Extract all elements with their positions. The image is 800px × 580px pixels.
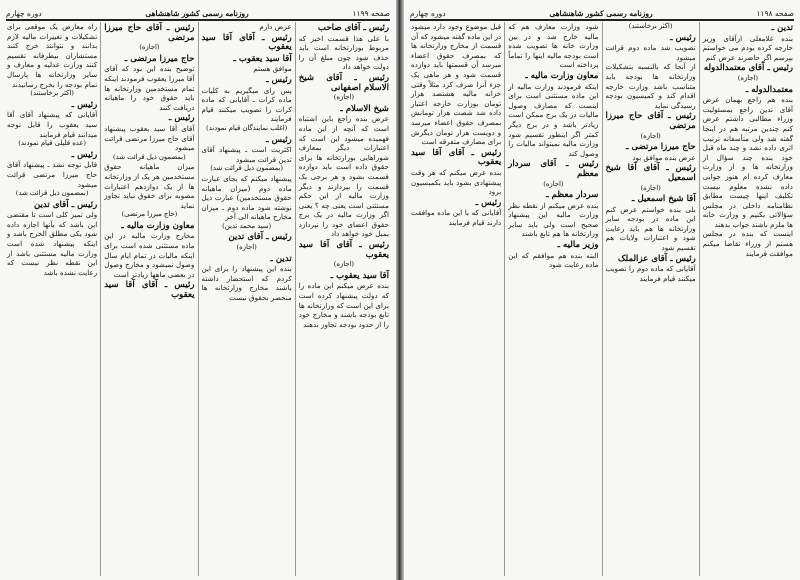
page-number: صفحه ۱۱۹۹ <box>352 9 390 18</box>
text-column <box>295 22 392 576</box>
speaker-heading: رئیس ـ <box>670 32 696 43</box>
speaker-heading: سردار معظم ـ <box>546 190 599 201</box>
speaker-heading: رئیس ـ آقای حاج میرزا مرتضی <box>104 23 195 43</box>
speaker-heading: رئیس ـ آقای معتمدالدوله <box>703 63 793 74</box>
parenthetical-note: (اجازه) <box>640 131 661 140</box>
parenthetical-note: (عده قلیلی قیام نمودند) <box>18 139 87 148</box>
period-label: دوره چهارم <box>6 9 42 18</box>
speaker-heading: رئیس ـ آقای عزالملک <box>617 253 696 264</box>
paragraph: مخارج وزارت مالیه در این ماده مستثنی شده است برای اینکه مالیات در تمام ایام سال وصول نمیشود و مخارج وصول در بعضی ماهها زیادتر است <box>104 231 195 279</box>
paragraph: عرض بنده موافق بود <box>632 152 696 162</box>
speaker-heading: آقا سید یعقوب ـ <box>233 53 292 64</box>
paragraph: قبل موضوع وجود دارد میشود در این ماده گفته میشود که آن قسمت از مخارج وزارتخانه ها که بمصرف حقوق اعضاء میرسد آن قسمتها باید دوازده قسمت شود و هر ماهی یک جزء آنرا صرف کرد مثلاً وقتی خزانه مالیه هشتصد هزار تومان بوزارت خارجه اعتبار داده شد شصت هزار تومانش بمصرف حقوق اعضاء میرسد و دویست هزار تومان دیگرش برای مصارف متفرقه است <box>411 22 502 147</box>
speaker-heading: رئیس ـ آقای آقا سید یعقوب <box>298 240 389 260</box>
paragraph: از آنجا که بالنسبه بتشکیلات وزارتخانه ها بودجه باید متناسب باشد وزارت خارجه اقدام کند و کمیسیون بودجه رسیدگی نماید <box>605 62 696 110</box>
text-column <box>4 22 100 576</box>
speaker-heading: رئیس ـ آقای آقا سید یعقوب <box>411 147 502 168</box>
text-column <box>100 22 197 576</box>
paragraph: آقایانی که ماده دوم را تصویب میکنند قیام فرمایند <box>605 264 696 283</box>
speaker-heading: تدین ـ <box>771 23 793 33</box>
parenthetical-note: (حاج میرزا مرتضی) <box>121 210 178 219</box>
speaker-heading: آقا سید یعقوب ـ <box>330 270 389 281</box>
right-page <box>404 0 800 580</box>
paragraph: بنده عرض میکنم از نقطه نظر وزارت مالیه این پیشنهاد صحیح است ولی باید سایر وزارتخانه ها هم تابع باشند <box>508 200 599 239</box>
text-column <box>602 22 699 576</box>
speaker-heading: حاج میرزا مرتضی ـ <box>625 142 696 153</box>
left-page-header <box>6 4 390 21</box>
text-column <box>699 22 796 576</box>
speaker-heading: رئیس ـ آقای آقا سید یعقوب <box>201 32 292 53</box>
newspaper-title: روزنامه رسمی کشور شاهنشاهی <box>549 9 653 18</box>
parenthetical-note: (اکثر برخاستند) <box>628 22 673 30</box>
parenthetical-note: (اغلب نمایندگان قیام نمودند) <box>205 123 288 132</box>
paragraph: تصویب شد ماده دوم قرائت میشود <box>605 43 696 62</box>
paragraph: آقایانی که پیشنهاد آقای آقا سید یعقوب را قابل توجه میدانند قیام فرمایند <box>7 110 98 139</box>
right-page-header <box>410 4 794 21</box>
speaker-heading: رئیس ـ <box>475 197 502 208</box>
paragraph: میزان ماهیانه حقوق مستخدمین هر یک از وزارتخانه ها از یک دوازدهم اعتبارات مصوبه برای حقوق نباید تجاوز نماید <box>104 162 195 210</box>
newspaper-title: روزنامه رسمی کشور شاهنشاهی <box>145 9 249 18</box>
speaker-heading: رئیس ـ آقای شیخ الاسلام اصفهانی <box>298 72 389 93</box>
speaker-heading: تدین ـ <box>270 253 292 264</box>
parenthetical-note: (بمضمون ذیل قرائت شد) <box>113 152 186 161</box>
paragraph: اکثریت است ـ پیشنهاد آقای تدین قرائت میشود <box>201 145 292 164</box>
paragraph: بنده هم راجع بهمان عرض آقای تدین راجع بمسئولیت وزراء مطالبی داشتم عرض کنم چندین مرتبه هم در اینجا گفته شد ولی متأسفانه ترتیب اثری داده نشد و چند ماه قبل خود بنده چند سؤال از وزارتخانه ها و از وزارت معارف کرده ام هنوز جوابی داده نشده معلوم نیست تکلیف اینها چیست مطابق نظامنامه داخلی در مجلس سؤالاتی بکنیم و وزارت خانه ها ملزم باشند جواب بدهند <box>702 95 793 229</box>
speaker-heading: رئیس ـ <box>266 134 292 145</box>
speaker-heading: حاج میرزا مرتضی ـ <box>124 53 195 64</box>
paragraph: بلی بنده خواستم عرض کنم این ماده در بودجه سایر وزارتخانه ها هم باید رعایت شود و اعتبارات ولایات هم تقسیم شود <box>605 204 696 253</box>
paragraph: البته بنده هم موافقم که این ماده رعایت شود <box>508 250 599 270</box>
text-column <box>198 22 295 576</box>
paragraph: آقایانی که با این ماده موافقت دارند قیام فرمایند <box>411 208 502 227</box>
paragraph: اینکه فرمودند وزارت مالیه از این ماده مستثنی است برای اینست که مصارف وصول مالیات در یک برج ممکن است زیادتر باشد و در برج دیگر کمتر اگر اینطور تقسیم شود وزارت مالیه نمیتواند مالیات را وصول کند <box>508 81 599 158</box>
speaker-heading: رئیس ـ آقای آقا سید یعقوب <box>104 280 195 301</box>
speaker-heading: رئیس ـ آقای صاحب <box>317 23 389 33</box>
speaker-heading: وزیر مالیه ـ <box>557 240 599 251</box>
paragraph: اینست که بنده در مجلس هستم از وزراء تقاضا میکنم موافقت فرمایند <box>702 229 793 258</box>
speaker-heading: معتمدالدوله ـ <box>745 84 793 95</box>
speaker-heading: رئیس ـ آقای حاج میرزا مرتضی <box>605 111 696 131</box>
paragraph: بنده این پیشنهاد را برای این کردم که استحضار داشته باشند مخارج وزارتخانه ها منحصر بحقوق نیست <box>201 264 292 303</box>
parenthetical-note: (بمضمون ذیل قرائت شد) <box>15 189 89 198</box>
speaker-heading: رئیس ـ <box>266 74 292 85</box>
paragraph: با علی هذا قسمت اخیر که مربوط بوزارتخانه است باید حذف شود چون مبلغ آن را دولت خواهد داد <box>298 33 389 72</box>
paragraph: بنده غلامعلی ازآقای وزیر خارجه کرده بودم می خواستم بپرسم اگر حاضرند عرض کنم <box>702 33 793 62</box>
paragraph: ولی تمیز کلی است تا مقتضی این باشد که بآنها اجازه داده شود یکی مطلق الخرج باشد و اینکه پیشنهاد شده است وزارت مالیه مستثنی باشد از این نقطه نظر نیست که رعایت نشده باشد <box>7 210 98 277</box>
right-page-columns <box>408 22 796 576</box>
paragraph: توضیح بنده این بود که آقای آقا میرزا یعقوب فرمودند اینکه تمام مستخدمین وزارتخانه ها باید حقوق خود را ماهیانه دریافت کنند <box>104 64 195 112</box>
parenthetical-note: (اجازه) <box>333 93 355 102</box>
speaker-heading: رئیس ـ آقای تدین <box>228 232 292 243</box>
speaker-heading: معاون وزارت مالیه ـ <box>121 220 195 231</box>
speaker-heading: رئیس ـ آقای آقا شیخ اسمعیل <box>605 163 696 183</box>
speaker-heading: رئیس ـ آقای تدین <box>33 199 98 210</box>
speaker-heading: شیخ الاسلام ـ <box>340 103 389 114</box>
paragraph: راه معارض یک موقعی برای تشکیلات و تغییرات مالیه لازم بدانند و نتوانند خرج کنند مستشاران بیطرفانه تقسیم کنند وزارت عدلیه و معارف و سایر وزارتخانه ها پارسال تمام بودجه را بخرج رسانیدند <box>7 22 98 89</box>
paragraph: عرض بنده راجع باین اشتباه است که آنچه از این ماده فهمیده میشود این است که اعتبارات دیگر بمعارف شوراهایی بوزارتخانه ها برای حقوق داده است باید دوازده قسمت بشود و هر برجی یک قسمت را بپردازند و دیگر وزارت مالیه از این حکم مستثنی است یعنی چه ؟ یعنی اگر وزارت مالیه در یک برج حقوق اعضای خود را نپردازد بمیل خود خواهد داد <box>298 114 389 239</box>
paragraph: موافق هستم <box>253 64 292 74</box>
period-label: دوره چهارم <box>410 9 446 18</box>
parenthetical-note: (اجازه) <box>333 260 355 269</box>
parenthetical-note: (اجازه) <box>640 183 661 192</box>
parenthetical-note: (اکثر برخاستند) <box>30 89 74 98</box>
speaker-heading: رئیس ـ <box>168 113 195 124</box>
paragraph: قابل توجه نشد ـ پیشنهاد آقای حاج میرزا مرتضی قرائت میشود <box>7 160 98 189</box>
left-page-columns <box>4 22 392 576</box>
speaker-heading: رئیس ـ <box>71 149 98 160</box>
speaker-heading: رئیس ـ آقای سردار معظم <box>508 159 599 179</box>
paragraph: عرض دارم <box>259 22 292 31</box>
parenthetical-note: (اجازه) <box>139 43 160 52</box>
paragraph: پس رای میگیریم به کلیات ماده کرات ـ آقایانی که ماده کرات را تصویب میکنند قیام فرمایند <box>201 85 292 124</box>
parenthetical-note: (اجازه) <box>543 179 564 188</box>
left-page <box>0 0 396 580</box>
paragraph: بنده عرض میکنم این ماده را که دولت پیشنهاد کرده است برای این است که وزارتخانه ها تابع بودجه باشند و مخارج خود را از حدود بودجه تجاوز ندهند <box>298 281 389 329</box>
text-column <box>408 22 504 576</box>
paragraph: شود وزارت معارف هم که مالیه خارج شد و در بین وزارت خانه ها تصویب شده است بودجه مالیه اینها را تماماً پرداخته است <box>508 22 599 70</box>
parenthetical-note: (سید محمد تدین) <box>222 221 272 230</box>
parenthetical-note: (اجازه) <box>236 243 257 252</box>
paragraph: بنده عرض میکنم که هر وقت پیشنهادی بشود باید بکمیسیون برود <box>411 167 502 197</box>
parenthetical-note: (بمضمون ذیل قرائت شد) <box>210 164 283 173</box>
paragraph: پیشنهاد میکنم که بجای عبارت ماده دوم (میزان ماهیانه حقوق مستخدمین) عبارت ذیل نوشته شود ماده دوم ـ میزان مخارج ماهیانه الی آخر <box>201 173 292 222</box>
speaker-heading: معاون وزارت مالیه ـ <box>525 70 599 81</box>
speaker-heading: رئیس ـ <box>71 99 98 110</box>
speaker-heading: آقا شیخ اسمعیل ـ <box>631 194 696 205</box>
text-column <box>504 22 601 576</box>
paragraph: آقای آقا سید یعقوب پیشنهاد آقای حاج میرزا مرتضی قرائت میشود <box>104 123 195 153</box>
parenthetical-note: (اجازه) <box>737 73 759 82</box>
page-number: صفحه ۱۱۹۸ <box>756 9 794 18</box>
book-spine <box>396 0 404 580</box>
